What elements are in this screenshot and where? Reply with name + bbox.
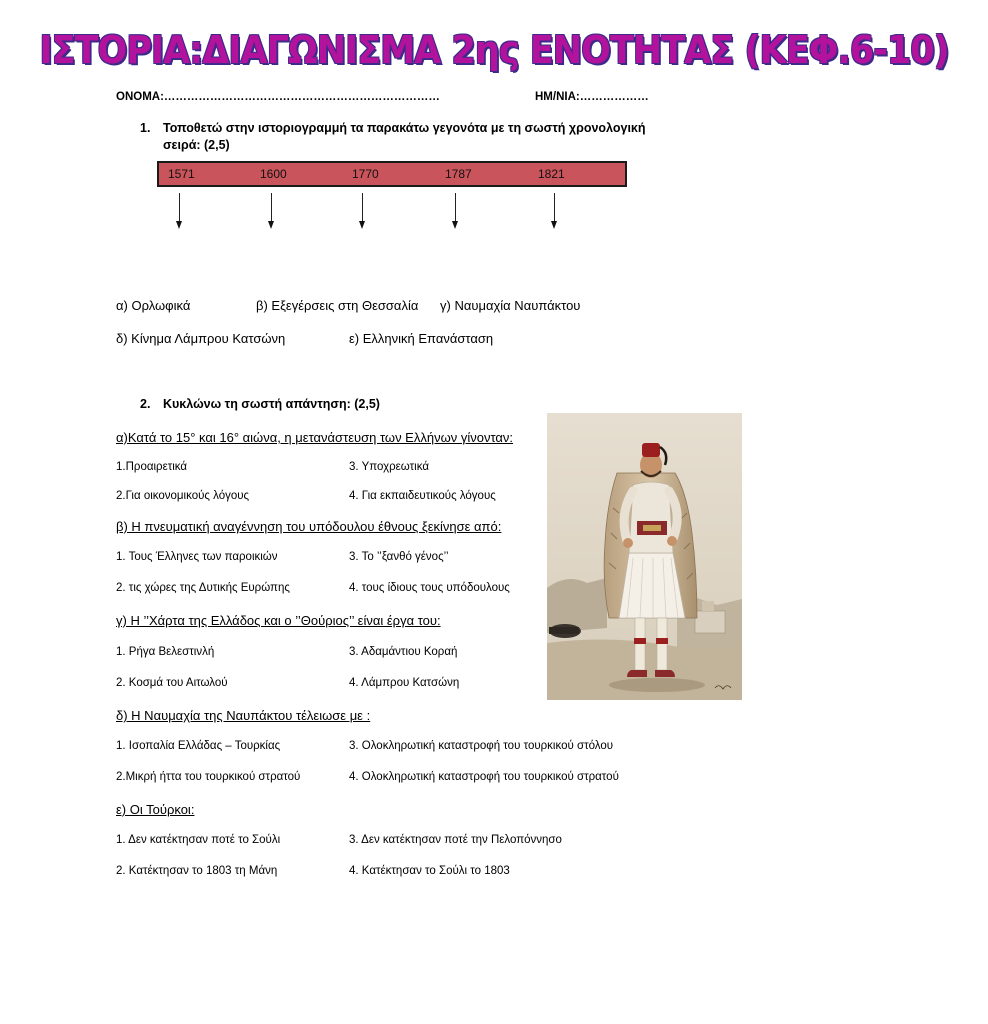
timeline-arrow xyxy=(271,193,272,231)
q1-option-a: α) Ορλωφικά xyxy=(116,298,191,313)
answer-option[interactable]: 4. Λάμπρου Κατσώνη xyxy=(349,677,460,689)
answer-option[interactable]: 2.Για οικονομικούς λόγους xyxy=(116,490,250,502)
answer-option[interactable]: 1. Δεν κατέκτησαν ποτέ το Σούλι xyxy=(116,834,281,846)
answer-option[interactable]: 4. Ολοκληρωτική καταστροφή του τουρκικού στρατού xyxy=(349,771,619,783)
q1-text-line1: Τοποθετώ στην ιστοριογραμμή τα παρακάτω γεγονότα με τη σωστή χρονολογική xyxy=(163,121,646,135)
q2-part-a-question: α)Κατά το 15° και 16° αιώνα, η μετανάστευση των Ελλήνων γίνονταν: xyxy=(116,430,514,445)
soldier-portrait xyxy=(547,413,742,700)
timeline-arrow xyxy=(554,193,555,231)
q1-number: 1. xyxy=(140,121,151,135)
q1-option-d: δ) Κίνημα Λάμπρου Κατσώνη xyxy=(116,331,286,346)
title-text: ΙΣΤΟΡΙΑ:ΔΙΑΓΩΝΙΣΜΑ 2ης ΕΝΟΤΗΤΑΣ (ΚΕΦ.6-10) xyxy=(39,28,949,72)
answer-option[interactable]: 3. Υποχρεωτικά xyxy=(349,461,429,473)
q2-part-e-question: ε) Οι Τούρκοι: xyxy=(116,802,195,817)
timeline-year: 1571 xyxy=(168,167,195,181)
timeline-arrow xyxy=(455,193,456,231)
answer-option[interactable]: 2. τις χώρες της Δυτικής Ευρώπης xyxy=(116,582,290,594)
timeline-arrow xyxy=(179,193,180,231)
timeline-year: 1600 xyxy=(260,167,287,181)
q2-text: Κυκλώνω τη σωστή απάντηση: (2,5) xyxy=(163,397,380,411)
timeline-arrow xyxy=(362,193,363,231)
answer-option[interactable]: 1.Προαιρετικά xyxy=(116,461,188,473)
page-title xyxy=(0,28,949,72)
q2-part-c-question: γ) Η ’’Χάρτα της Ελλάδος και ο ’’Θούριος’’ είναι έργα του: xyxy=(116,613,441,628)
answer-option[interactable]: 2. Κατέκτησαν το 1803 τη Μάνη xyxy=(116,865,278,877)
answer-option[interactable]: 3. Αδαμάντιου Κοραή xyxy=(349,646,458,658)
q2-part-d-question: δ) Η Ναυμαχία της Ναυπάκτου τέλειωσε με : xyxy=(116,708,371,723)
q1-option-c: γ) Ναυμαχία Ναυπάκτου xyxy=(440,298,581,313)
date-field: ΗΜ/ΝΙΑ:……………… xyxy=(535,91,649,103)
answer-option[interactable]: 4. Κατέκτησαν το Σούλι το 1803 xyxy=(349,865,510,877)
q1-option-e: ε) Ελληνική Επανάσταση xyxy=(349,331,494,346)
q1-text-line2: σειρά: (2,5) xyxy=(163,138,230,152)
q1-option-b: β) Εξεγέρσεις στη Θεσσαλία xyxy=(256,298,419,313)
answer-option[interactable]: 2. Κοσμά του Αιτωλού xyxy=(116,677,228,689)
timeline-bar xyxy=(157,161,627,187)
q2-part-b-question: β) Η πνευματική αναγέννηση του υπόδουλου έθνους ξεκίνησε από: xyxy=(116,519,502,534)
answer-option[interactable]: 1. Ισοπαλία Ελλάδας – Τουρκίας xyxy=(116,740,281,752)
answer-option[interactable]: 3. Το ’’ξανθό γένος’’ xyxy=(349,551,449,563)
answer-option[interactable]: 4. Για εκπαιδευτικούς λόγους xyxy=(349,490,496,502)
timeline-year: 1787 xyxy=(445,167,472,181)
timeline-year: 1770 xyxy=(352,167,379,181)
answer-option[interactable]: 4. τους ίδιους τους υπόδουλους xyxy=(349,582,510,594)
answer-option[interactable]: 1. Τους Έλληνες των παροικιών xyxy=(116,551,278,563)
answer-option[interactable]: 3. Ολοκληρωτική καταστροφή του τουρκικού στόλου xyxy=(349,740,614,752)
answer-option[interactable]: 3. Δεν κατέκτησαν ποτέ την Πελοπόννησο xyxy=(349,834,562,846)
answer-option[interactable]: 2.Μικρή ήττα του τουρκικού στρατού xyxy=(116,771,301,783)
name-field: ΟΝΟΜΑ:……………………………………………………………… xyxy=(116,91,440,103)
q2-number: 2. xyxy=(140,397,151,411)
timeline-year: 1821 xyxy=(538,167,565,181)
answer-option[interactable]: 1. Ρήγα Βελεστινλή xyxy=(116,646,215,658)
